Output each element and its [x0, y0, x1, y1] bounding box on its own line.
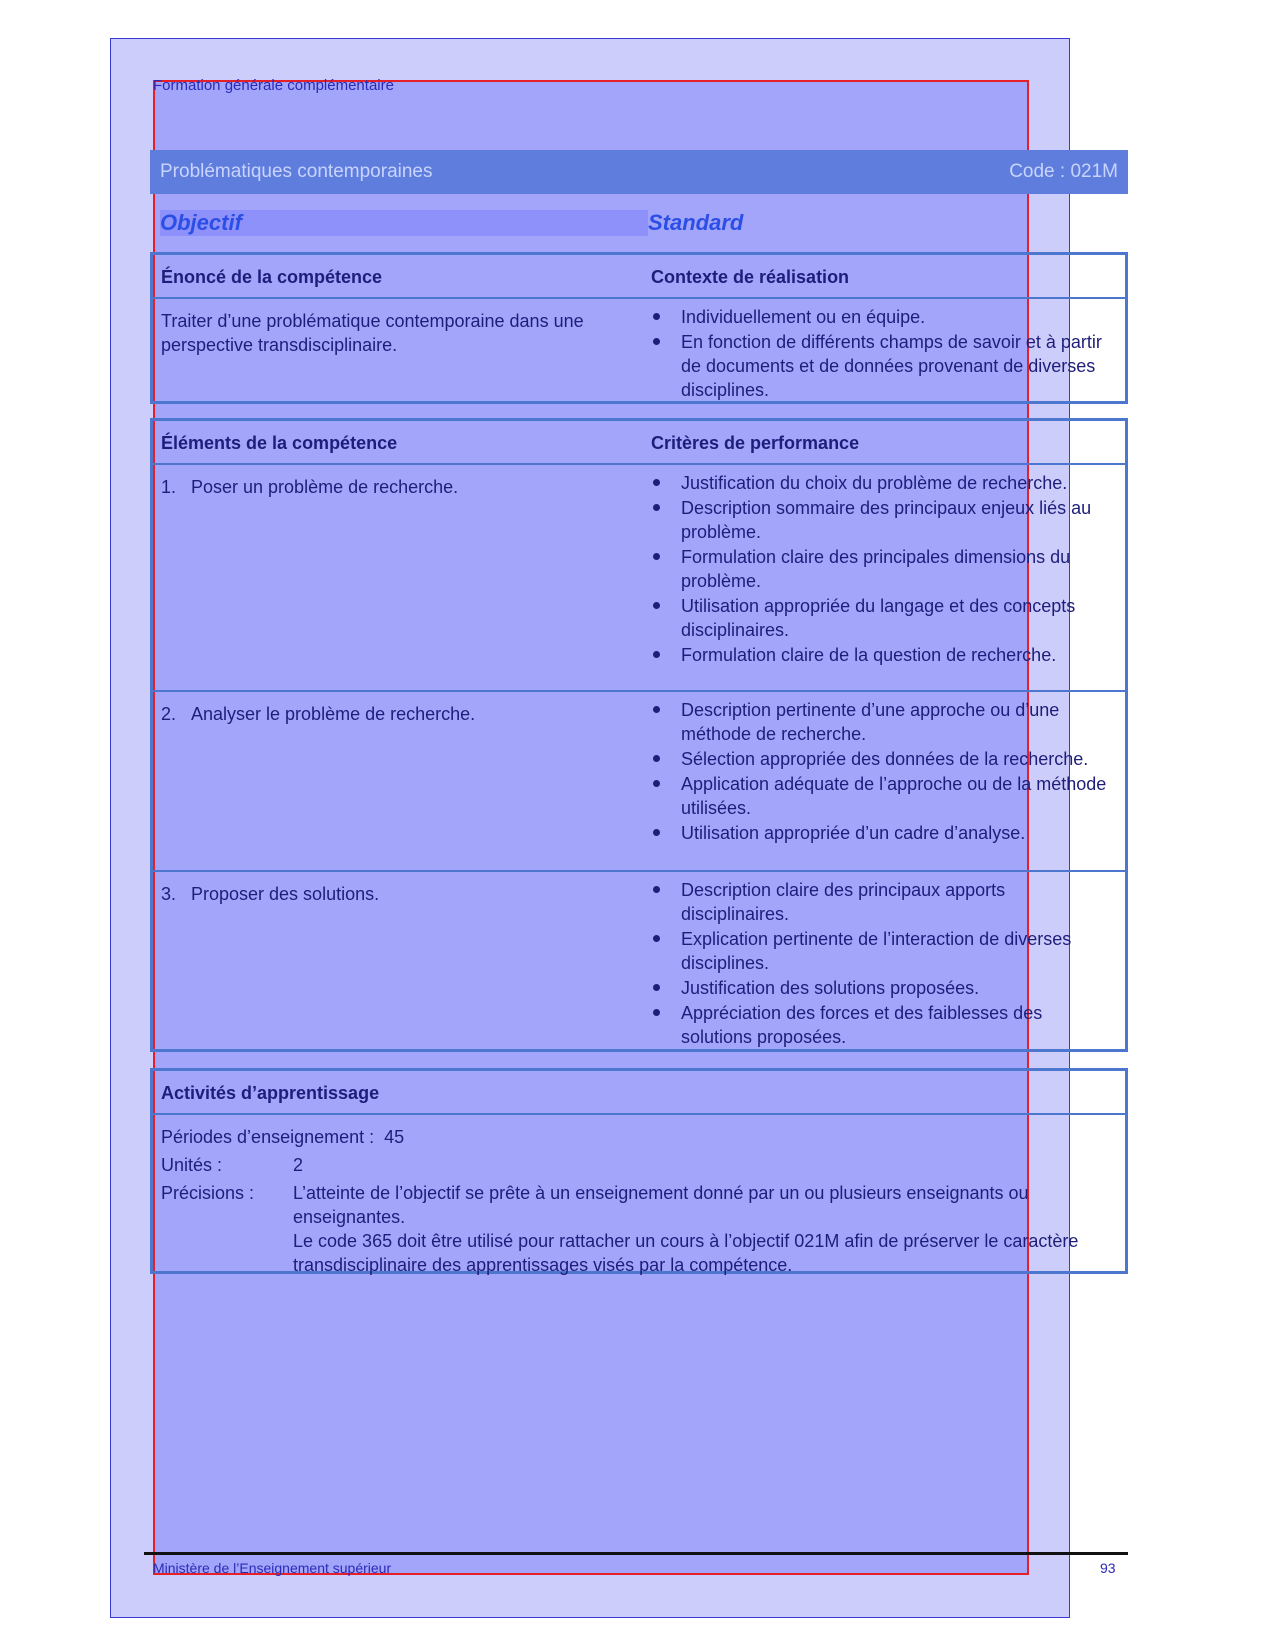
element-label: 3. Proposer des solutions.: [161, 884, 380, 904]
elements-head-left: Éléments de la compétence: [161, 433, 398, 453]
course-code: Code : 021M: [1009, 161, 1118, 182]
title-bar: [150, 150, 1128, 194]
context-item: En fonction de différents champs de savoir et à partir de documents et de données provenant de diverses disciplines.: [651, 330, 1111, 402]
standard-heading: Standard: [648, 210, 744, 235]
column-headings: [160, 210, 1116, 238]
criterion: Explication pertinente de l’interaction de diverses disciplines.: [651, 927, 1111, 975]
criterion: Description claire des principaux apports disciplinaires.: [651, 878, 1111, 926]
competence-head: [153, 255, 1125, 299]
precisions-label: Précisions :: [161, 1183, 255, 1203]
units-line: Unités : 2: [161, 1155, 304, 1175]
criteria-list: [651, 878, 1111, 1050]
competence-statement: Traiter d’une problématique contemporaine dans une perspective transdisciplinaire.: [161, 311, 584, 355]
periods-line: Périodes d’enseignement : 45: [161, 1127, 405, 1147]
criterion: Utilisation appropriée du langage et des concepts disciplinaires.: [651, 594, 1111, 642]
context-list: [651, 305, 1111, 403]
competence-head-right: Contexte de réalisation: [651, 267, 850, 287]
element-label: 2. Analyser le problème de recherche.: [161, 704, 476, 724]
element-label: 1. Poser un problème de recherche.: [161, 477, 459, 497]
criterion: Description sommaire des principaux enjeux liés au problème.: [651, 496, 1111, 544]
element-row-3: [153, 872, 1125, 1052]
activities-box: [150, 1068, 1128, 1274]
context-item: Individuellement ou en équipe.: [651, 305, 1111, 329]
element-row-2: [153, 692, 1125, 872]
activities-head: [153, 1071, 1125, 1115]
criterion: Utilisation appropriée d’un cadre d’analyse.: [651, 821, 1111, 845]
element-row-1: [153, 465, 1125, 692]
precisions-text: L’atteinte de l’objectif se prête à un enseignement donné par un ou plusieurs enseignants ou enseignantes. Le code 365 doit être utilisé pour rattacher un cours à l’objectif 021M afin de préserver le caractère transdisciplinaire des apprentissages visés par la compétence.: [293, 1183, 1079, 1275]
competence-row: [153, 299, 1125, 399]
footer-rule: [144, 1552, 1128, 1555]
criterion: Justification du choix du problème de recherche.: [651, 471, 1111, 495]
objective-heading: Objectif: [160, 210, 648, 236]
activities-head-label: Activités d’apprentissage: [161, 1083, 380, 1103]
competence-box: [150, 252, 1128, 404]
criterion: Appréciation des forces et des faiblesses des solutions proposées.: [651, 1001, 1111, 1049]
criterion: Formulation claire des principales dimensions du problème.: [651, 545, 1111, 593]
criterion: Application adéquate de l’approche ou de la méthode utilisées.: [651, 772, 1111, 820]
footer-ministry: Ministère de l’Enseignement supérieur: [153, 1560, 392, 1576]
elements-head: [153, 421, 1125, 465]
elements-box: [150, 418, 1128, 1052]
criterion: Sélection appropriée des données de la recherche.: [651, 747, 1111, 771]
criterion: Justification des solutions proposées.: [651, 976, 1111, 1000]
running-header: Formation générale complémentaire: [153, 77, 394, 94]
criteria-list: [651, 698, 1111, 846]
criterion: Formulation claire de la question de recherche.: [651, 643, 1111, 667]
page-number: 93: [1100, 1560, 1116, 1576]
criterion: Description pertinente d’une approche ou d’une méthode de recherche.: [651, 698, 1111, 746]
elements-head-right: Critères de performance: [651, 433, 860, 453]
competence-head-left: Énoncé de la compétence: [161, 267, 383, 287]
page-title: Problématiques contemporaines: [160, 161, 433, 182]
criteria-list: [651, 471, 1111, 668]
